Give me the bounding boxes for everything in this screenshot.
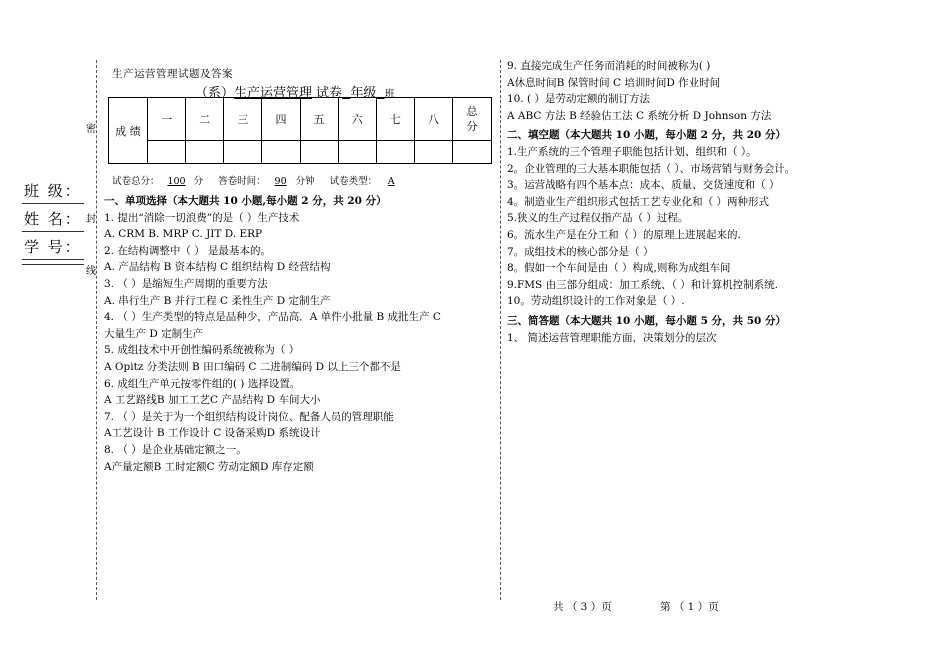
question-line: A. 产品结构 B 资本结构 C 组织结构 D 经营结构 xyxy=(104,261,331,274)
question-line: 10。劳动组织设计的工作对象是（ ）. xyxy=(507,295,685,308)
seal-mi: 密 xyxy=(86,124,96,135)
score-col-6: 六 xyxy=(338,98,376,141)
seal-line-middle xyxy=(500,60,501,600)
question-line: A产量定额B 工时定额C 劳动定额D 库存定额 xyxy=(104,460,314,473)
score-cell-2[interactable] xyxy=(186,141,224,164)
seal-xian: 线 xyxy=(86,266,96,277)
question-line: 1.生产系统的三个管理子职能包括计划、组织和（ ）。 xyxy=(507,145,757,158)
question-line: 大量生产 D 定制生产 xyxy=(104,327,204,340)
question-line: 9.FMS 由三部分组成：加工系统、（ ）和计算机控制系统. xyxy=(507,278,779,291)
exam-info xyxy=(112,173,405,187)
score-col-1: 一 xyxy=(148,98,186,141)
name-field-line[interactable] xyxy=(22,231,84,232)
question-line: 6. 成组生产单元按零件组的( ) 选择设置。 xyxy=(104,377,301,390)
question-line: 5.狭义的生产过程仅指产品（ ）过程。 xyxy=(507,212,689,225)
question-line: 2。企业管理的三大基本职能包括（ ）、市场营销与财务会计。 xyxy=(507,162,796,175)
question-line: A工艺设计 B 工作设计 C 设备采购D 系统设计 xyxy=(104,427,321,440)
dept-prefix: （系） xyxy=(195,86,235,101)
total-score-label: 试卷总分： xyxy=(112,176,160,187)
question-line: 4。制造业生产组织形式包括工艺专业化和（ ）两种形式 xyxy=(507,195,770,208)
score-cell-3[interactable] xyxy=(224,141,262,164)
question-line: 8。假如一个车间是由（ ）构成,则称为成组车间 xyxy=(507,262,731,275)
score-total-header xyxy=(453,98,492,141)
time-label: 答卷时间： xyxy=(218,176,266,187)
total-score-value: 100 xyxy=(167,176,186,187)
score-table xyxy=(108,97,492,164)
question-line: 7. （ ）是关于为一个组织结构设计岗位、配备人员的管理职能 xyxy=(104,410,394,423)
score-col-8: 八 xyxy=(414,98,452,141)
time-value: 90 xyxy=(274,176,287,187)
extra-line xyxy=(22,264,84,265)
score-cell-4[interactable] xyxy=(262,141,300,164)
id-field-label: 学 号： xyxy=(24,238,82,256)
question-line: 6。流水生产是在分工和（ ）的原理上进展起来的. xyxy=(507,228,741,241)
paper-label: 试卷 xyxy=(316,86,343,101)
page-number: 第 （ 1 ）页 xyxy=(660,601,719,613)
class-field-line[interactable] xyxy=(22,203,84,204)
score-total-label: 总分 xyxy=(466,105,478,133)
question-line: 1. 提出“消除一切浪费”的是（ ）生产技术 xyxy=(104,211,300,224)
question-line: 3. （ ）是缩短生产周期的重要方法 xyxy=(104,277,268,290)
question-line: A Opitz 分类法则 B 田口编码 C 二进制编码 D 以上三个都不是 xyxy=(104,360,401,373)
question-line: 三、简答题（本大题共 10 小题，每小题 5 分，共 50 分） xyxy=(507,314,786,327)
type-label: 试卷类型： xyxy=(329,176,378,187)
question-line: A. CRM B. MRP C. JIT D. ERP xyxy=(104,228,263,241)
total-score-unit: 分 xyxy=(193,176,204,187)
question-line: 二、填空题（本大题共 10 小题，每小题 2 分，共 20 分） xyxy=(507,129,786,142)
id-field-line[interactable] xyxy=(22,259,84,260)
question-line: 5. 成组技术中开创性编码系统被称为（ ） xyxy=(104,344,300,357)
question-line: A休息时间B 保管时间 C 培训时间D 作业时间 xyxy=(507,76,721,89)
score-col-5: 五 xyxy=(300,98,338,141)
question-line: 10. ( ）是劳动定额的制订方法 xyxy=(507,93,650,106)
question-line: A 工艺路线B 加工工艺C 产品结构 D 车间大小 xyxy=(104,394,321,407)
seal-line-left xyxy=(96,60,97,600)
score-cell-5[interactable] xyxy=(300,141,338,164)
class-field-label: 班 级： xyxy=(24,182,82,200)
score-cell-6[interactable] xyxy=(338,141,376,164)
question-line: A. 串行生产 B 并行工程 C 柔性生产 D 定制生产 xyxy=(104,294,331,307)
question-line: 一、单项选择（本大题共 10 小题,每小题 2 分，共 20 分） xyxy=(104,195,387,207)
type-value: A xyxy=(387,176,395,187)
page-total: 共 （ 3 ）页 xyxy=(553,601,612,613)
class-label: 班 xyxy=(384,89,395,100)
score-label: 成 绩 xyxy=(109,98,148,164)
question-line: 4. （ ）生产类型的特点是品种少，产品高．A 单件小批量 B 成批生产 C xyxy=(104,311,441,324)
question-line: 2. 在结构调整中（ ） 是最基本的。 xyxy=(104,244,272,257)
question-line: 1、 简述运营管理职能方面，决策划分的层次 xyxy=(507,331,717,344)
question-line: A ABC 方法 B 经验估工法 C 系统分析 D Johnson 方法 xyxy=(507,109,772,122)
score-col-7: 七 xyxy=(376,98,414,141)
question-line: 7。成组技术的核心部分是（ ） xyxy=(507,245,654,258)
seal-feng: 封 xyxy=(86,214,96,225)
doc-header: 生产运营管理试题及答案 xyxy=(112,68,233,80)
score-col-2: 二 xyxy=(186,98,224,141)
name-field-label: 姓 名： xyxy=(24,210,82,228)
left-column xyxy=(104,193,441,475)
course-name: 生产运营管理 xyxy=(234,86,313,101)
score-cell-7[interactable] xyxy=(376,141,414,164)
score-cell-8[interactable] xyxy=(414,141,452,164)
question-line: 3。运营战略有四个基本点：成本、质量、交货速度和（ ） xyxy=(507,179,780,192)
grade-label: 年级 xyxy=(350,86,377,101)
time-unit: 分钟 xyxy=(295,176,315,187)
right-column xyxy=(507,58,795,346)
score-col-4: 四 xyxy=(262,98,300,141)
question-line: 8. （ ）是企业基础定额之一。 xyxy=(104,443,247,456)
score-cell-1[interactable] xyxy=(148,141,186,164)
score-col-3: 三 xyxy=(224,98,262,141)
score-cell-total[interactable] xyxy=(453,141,492,164)
question-line: 9. 直接完成生产任务而消耗的时间被称为( ) xyxy=(507,60,711,72)
